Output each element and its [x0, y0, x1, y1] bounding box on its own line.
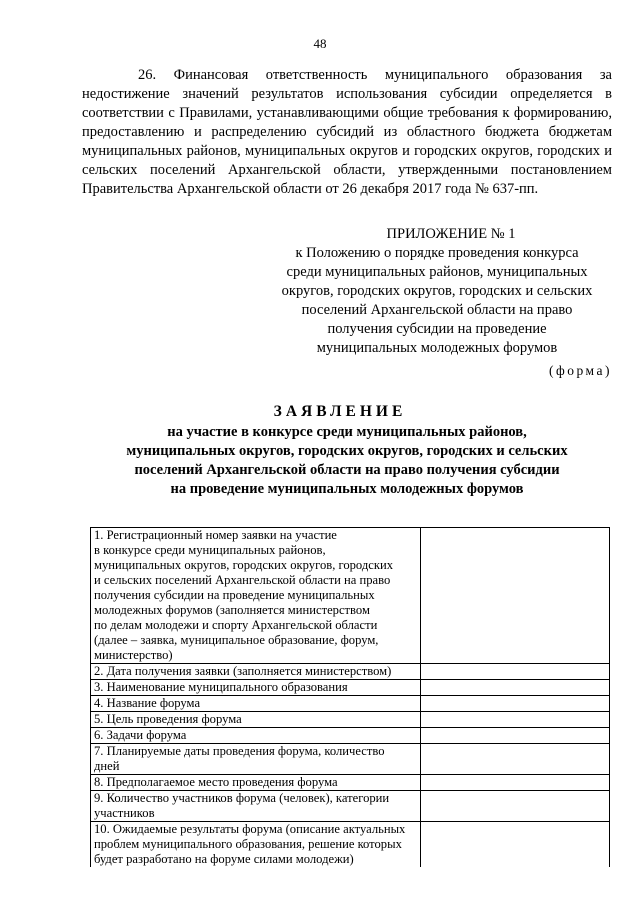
statement-title: ЗАЯВЛЕНИЕ: [273, 403, 407, 420]
appendix-line: поселений Архангельской области на право: [301, 302, 573, 318]
row-label-line: будет разработано на форуме силами молодежи): [94, 852, 354, 866]
row-value-cell[interactable]: [421, 680, 610, 696]
row-value-cell[interactable]: [421, 775, 610, 791]
table-row: [91, 744, 610, 775]
statement-subtitle-line: поселений Архангельской области на право получения субсидии: [134, 462, 560, 478]
row-label-line: получения субсидии на проведение муниципальных: [94, 588, 375, 602]
row-label-line: дней: [94, 759, 120, 773]
appendix-line: среди муниципальных районов, муниципальных: [286, 264, 588, 280]
row-label-line: 6. Задачи форума: [94, 728, 187, 742]
row-label-cell: [91, 696, 421, 712]
appendix-title: [262, 225, 612, 244]
row-label-cell: [91, 791, 421, 822]
row-label-cell: [91, 712, 421, 728]
row-value-cell[interactable]: [421, 664, 610, 680]
row-value-cell[interactable]: [421, 528, 610, 664]
statement-subtitle: [82, 423, 612, 499]
row-value-cell[interactable]: [421, 744, 610, 775]
row-label-line: муниципальных округов, городских округов, городских: [94, 558, 394, 572]
paragraph-26: 26. Финансовая ответственность муниципального образования за недостижение значений результатов использования субсидии определяется в соответствии с Правилами, устанавливающими общие требования к формированию, предоставлению и распределению субсидий из областного бюджета бюджетам муниципальных районов, муниципальных округов и городских округов, городских и сельских поселений Архангельской области, утвержденными постановлением Правительства Архангельской области от 26 декабря 2017 года № 637-пп.: [82, 67, 612, 197]
statement-subtitle-line: муниципальных округов, городских округов, городских и сельских: [126, 443, 568, 459]
row-label-cell: [91, 664, 421, 680]
row-label-line: и сельских поселений Архангельской области на право: [94, 573, 391, 587]
row-label-cell: [91, 744, 421, 775]
row-label-cell: [91, 680, 421, 696]
row-label-line: (далее – заявка, муниципальное образование, форум,: [94, 633, 379, 647]
row-label-line: 9. Количество участников форума (человек), категории: [94, 791, 390, 805]
row-label-line: 8. Предполагаемое место проведения форума: [94, 775, 338, 789]
appendix-line: округов, городских округов, городских и сельских: [281, 283, 593, 299]
row-label-cell: [91, 822, 421, 868]
row-label-line: участников: [94, 806, 155, 820]
page-number: 48: [313, 36, 327, 51]
row-label-line: 2. Дата получения заявки (заполняется министерством): [94, 664, 392, 678]
statement-subtitle-line: на проведение муниципальных молодежных форумов: [170, 481, 524, 497]
row-label-line: 3. Наименование муниципального образования: [94, 680, 348, 694]
row-label-line: 4. Название форума: [94, 696, 201, 710]
row-value-cell[interactable]: [421, 712, 610, 728]
table-row: [91, 712, 610, 728]
form-label: (форма): [549, 363, 612, 378]
row-label-line: в конкурсе среди муниципальных районов,: [94, 543, 326, 557]
row-label-line: министерство): [94, 648, 173, 662]
row-label-cell: [91, 528, 421, 664]
row-label-line: молодежных форумов (заполняется министерством: [94, 603, 370, 617]
table-row: [91, 791, 610, 822]
row-value-cell[interactable]: [421, 696, 610, 712]
row-value-cell[interactable]: [421, 822, 610, 868]
statement-subtitle-line: на участие в конкурсе среди муниципальных районов,: [167, 424, 527, 440]
appendix-line: муниципальных молодежных форумов: [316, 340, 558, 356]
table-row: [91, 696, 610, 712]
application-form-table: [90, 527, 610, 867]
row-value-cell[interactable]: [421, 728, 610, 744]
row-label-line: по делам молодежи и спорту Архангельской области: [94, 618, 378, 632]
appendix-title-text: ПРИЛОЖЕНИЕ № 1: [386, 226, 516, 242]
row-value-cell[interactable]: [421, 791, 610, 822]
table-row: [91, 528, 610, 664]
row-label-cell: [91, 775, 421, 791]
appendix-text: [262, 244, 612, 358]
row-label-line: 1. Регистрационный номер заявки на участие: [94, 528, 337, 542]
row-label-line: 5. Цель проведения форума: [94, 712, 242, 726]
row-label-line: 10. Ожидаемые результаты форума (описание актуальных: [94, 822, 406, 836]
table-row: [91, 822, 610, 868]
table-row: [91, 664, 610, 680]
table-row: [91, 775, 610, 791]
row-label-cell: [91, 728, 421, 744]
row-label-line: проблем муниципального образования, решение которых: [94, 837, 402, 851]
row-label-line: 7. Планируемые даты проведения форума, количество: [94, 744, 385, 758]
appendix-line: получения субсидии на проведение: [327, 321, 547, 337]
table-row: [91, 728, 610, 744]
table-row: [91, 680, 610, 696]
appendix-line: к Положению о порядке проведения конкурса: [295, 245, 579, 261]
